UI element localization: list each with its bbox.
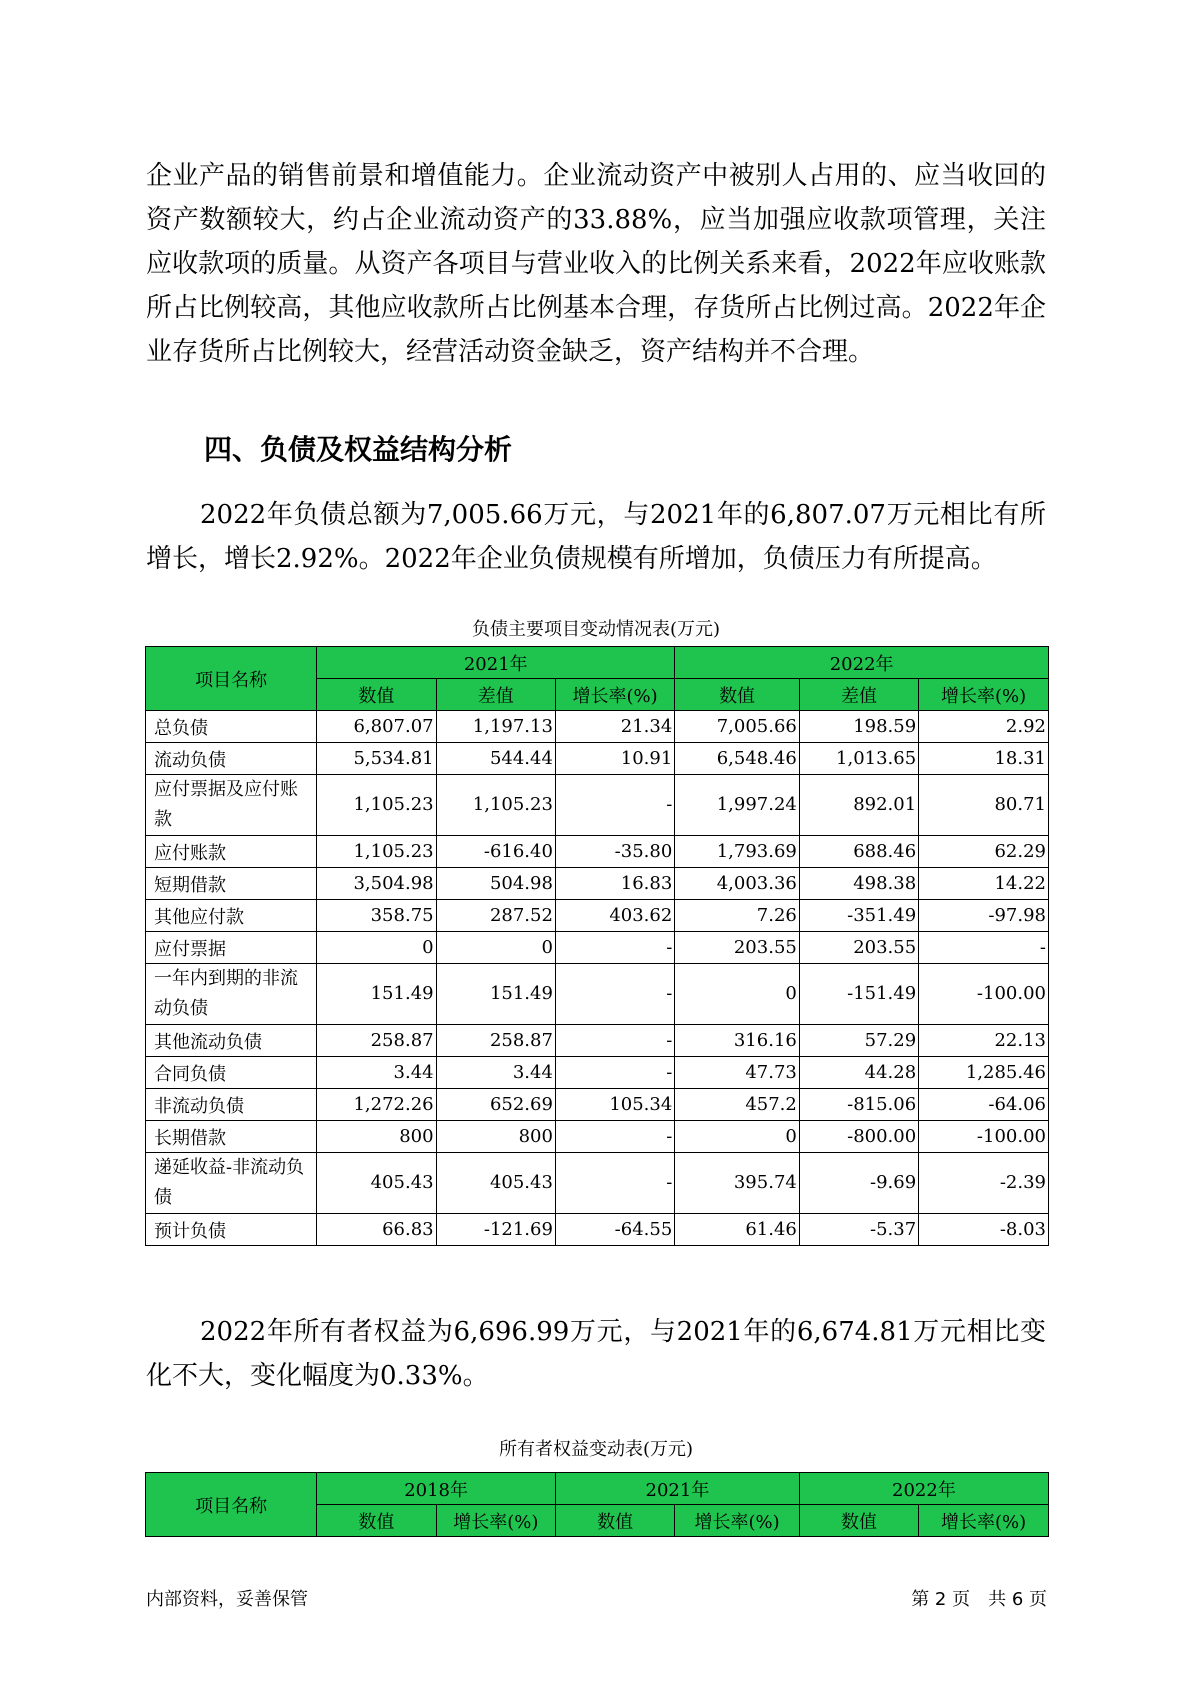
- cell-value-2021: 3,504.98: [317, 868, 436, 900]
- cell-value-2022: 203.55: [675, 932, 800, 964]
- header-growth: 增长率(%): [675, 1505, 800, 1537]
- cell-diff-2022: -351.49: [799, 900, 918, 932]
- row-item-name: 一年内到期的非流动负债: [146, 964, 317, 1025]
- cell-diff-2022: -9.69: [799, 1153, 918, 1214]
- cell-value-2022: 47.73: [675, 1057, 800, 1089]
- header-year-2022: 2022年: [675, 647, 1049, 679]
- table-caption: 所有者权益变动表(万元): [498, 1439, 694, 1460]
- cell-diff-2022: -151.49: [799, 964, 918, 1025]
- row-item-name: 应付票据及应付账款: [146, 775, 317, 836]
- table-row: [146, 1057, 1049, 1089]
- cell-diff-2021: 652.69: [436, 1089, 555, 1121]
- row-item-name: 递延收益-非流动负债: [146, 1153, 317, 1214]
- cell-diff-2022: 57.29: [799, 1025, 918, 1057]
- table-row: [146, 1214, 1049, 1246]
- cell-growth-2021: 21.34: [555, 711, 674, 743]
- cell-value-2021: 1,105.23: [317, 775, 436, 836]
- body-paragraph: 企业产品的销售前景和增值能力。企业流动资产中被别人占用的、应当收回的资产数额较大，约占企业流动资产的33.88%，应当加强应收款项管理，关注应收款项的质量。从资产各项目与营业收入的比例关系来看，2022年应收账款所占比例较高，其他应收款所占比例基本合理，存货所占比例过高。2022年企业存货所占比例较大，经营活动资金缺乏，资产结构并不合理。: [146, 161, 1046, 367]
- body-paragraph: 2022年所有者权益为6,696.99万元，与2021年的6,674.81万元相比变化不大，变化幅度为0.33%。: [146, 1317, 1046, 1391]
- cell-value-2022: 395.74: [675, 1153, 800, 1214]
- body-paragraph: 2022年负债总额为7,005.66万元，与2021年的6,807.07万元相比有所增长，增长2.92%。2022年企业负债规模有所增加，负债压力有所提高。: [146, 500, 1046, 574]
- cell-growth-2022: -2.39: [919, 1153, 1049, 1214]
- cell-growth-2021: -64.55: [555, 1214, 674, 1246]
- header-value: 数值: [799, 1505, 918, 1537]
- header-value: 数值: [675, 679, 800, 711]
- footer-confidential: 内部资料，妥善保管: [146, 1589, 308, 1610]
- row-item-name: 总负债: [146, 711, 317, 743]
- cell-value-2022: 7,005.66: [675, 711, 800, 743]
- cell-value-2021: 151.49: [317, 964, 436, 1025]
- cell-growth-2022: 14.22: [919, 868, 1049, 900]
- cell-value-2021: 1,272.26: [317, 1089, 436, 1121]
- cell-diff-2021: 3.44: [436, 1057, 555, 1089]
- table-row: [146, 1121, 1049, 1153]
- cell-value-2021: 258.87: [317, 1025, 436, 1057]
- cell-growth-2022: -97.98: [919, 900, 1049, 932]
- liability-table: [145, 646, 1049, 1246]
- header-growth: 增长率(%): [555, 679, 674, 711]
- cell-growth-2022: 2.92: [919, 711, 1049, 743]
- header-growth: 增长率(%): [919, 679, 1049, 711]
- table-row: [146, 964, 1049, 1025]
- header-item-name: 项目名称: [146, 1473, 317, 1537]
- table-row: [146, 1153, 1049, 1214]
- cell-value-2021: 6,807.07: [317, 711, 436, 743]
- cell-diff-2022: -800.00: [799, 1121, 918, 1153]
- cell-diff-2021: 504.98: [436, 868, 555, 900]
- cell-diff-2021: 800: [436, 1121, 555, 1153]
- header-year-2021: 2021年: [317, 647, 675, 679]
- cell-growth-2021: -: [555, 775, 674, 836]
- cell-diff-2021: 1,197.13: [436, 711, 555, 743]
- header-value: 数值: [317, 1505, 436, 1537]
- cell-diff-2021: -616.40: [436, 836, 555, 868]
- row-item-name: 预计负债: [146, 1214, 317, 1246]
- table-row: [146, 836, 1049, 868]
- cell-value-2022: 316.16: [675, 1025, 800, 1057]
- table-row: [146, 900, 1049, 932]
- cell-value-2021: 358.75: [317, 900, 436, 932]
- cell-diff-2022: -5.37: [799, 1214, 918, 1246]
- header-growth: 增长率(%): [919, 1505, 1049, 1537]
- cell-growth-2021: -: [555, 1057, 674, 1089]
- cell-diff-2021: 258.87: [436, 1025, 555, 1057]
- header-year-2022: 2022年: [799, 1473, 1048, 1505]
- cell-diff-2022: 498.38: [799, 868, 918, 900]
- row-item-name: 合同负债: [146, 1057, 317, 1089]
- cell-diff-2021: 287.52: [436, 900, 555, 932]
- cell-value-2022: 61.46: [675, 1214, 800, 1246]
- cell-growth-2021: -35.80: [555, 836, 674, 868]
- cell-value-2022: 0: [675, 964, 800, 1025]
- cell-growth-2021: 403.62: [555, 900, 674, 932]
- header-year-2018: 2018年: [317, 1473, 556, 1505]
- footer-page-number: 第 2 页 共 6 页: [911, 1589, 1047, 1610]
- row-item-name: 其他流动负债: [146, 1025, 317, 1057]
- row-item-name: 其他应付款: [146, 900, 317, 932]
- cell-growth-2022: 22.13: [919, 1025, 1049, 1057]
- row-item-name: 流动负债: [146, 743, 317, 775]
- header-growth: 增长率(%): [436, 1505, 555, 1537]
- cell-diff-2022: -815.06: [799, 1089, 918, 1121]
- row-item-name: 长期借款: [146, 1121, 317, 1153]
- header-diff: 差值: [436, 679, 555, 711]
- cell-growth-2021: -: [555, 1025, 674, 1057]
- cell-growth-2022: -100.00: [919, 964, 1049, 1025]
- cell-value-2022: 0: [675, 1121, 800, 1153]
- cell-growth-2021: -: [555, 1121, 674, 1153]
- table-row: [146, 775, 1049, 836]
- section-heading: 四、负债及权益结构分析: [204, 433, 513, 466]
- cell-value-2021: 66.83: [317, 1214, 436, 1246]
- cell-diff-2021: -121.69: [436, 1214, 555, 1246]
- cell-value-2022: 457.2: [675, 1089, 800, 1121]
- cell-growth-2021: -: [555, 932, 674, 964]
- cell-growth-2022: 18.31: [919, 743, 1049, 775]
- cell-value-2022: 4,003.36: [675, 868, 800, 900]
- cell-diff-2022: 892.01: [799, 775, 918, 836]
- cell-value-2021: 405.43: [317, 1153, 436, 1214]
- cell-growth-2022: -: [919, 932, 1049, 964]
- cell-diff-2022: 203.55: [799, 932, 918, 964]
- cell-value-2022: 1,997.24: [675, 775, 800, 836]
- cell-growth-2022: 62.29: [919, 836, 1049, 868]
- cell-diff-2021: 0: [436, 932, 555, 964]
- cell-diff-2022: 1,013.65: [799, 743, 918, 775]
- table-row: [146, 1025, 1049, 1057]
- cell-growth-2022: -64.06: [919, 1089, 1049, 1121]
- cell-value-2021: 0: [317, 932, 436, 964]
- table-row: [146, 868, 1049, 900]
- cell-value-2022: 1,793.69: [675, 836, 800, 868]
- header-value: 数值: [317, 679, 436, 711]
- equity-table: [145, 1472, 1049, 1537]
- header-year-2021: 2021年: [555, 1473, 799, 1505]
- cell-growth-2022: 80.71: [919, 775, 1049, 836]
- cell-growth-2021: -: [555, 1153, 674, 1214]
- cell-diff-2022: 44.28: [799, 1057, 918, 1089]
- cell-diff-2021: 1,105.23: [436, 775, 555, 836]
- cell-value-2022: 7.26: [675, 900, 800, 932]
- cell-growth-2022: -100.00: [919, 1121, 1049, 1153]
- table-row: [146, 1089, 1049, 1121]
- cell-growth-2022: -8.03: [919, 1214, 1049, 1246]
- header-value: 数值: [555, 1505, 674, 1537]
- cell-growth-2021: 105.34: [555, 1089, 674, 1121]
- cell-diff-2021: 151.49: [436, 964, 555, 1025]
- table-caption: 负债主要项目变动情况表(万元): [471, 619, 721, 640]
- cell-growth-2022: 1,285.46: [919, 1057, 1049, 1089]
- cell-diff-2022: 198.59: [799, 711, 918, 743]
- cell-growth-2021: -: [555, 964, 674, 1025]
- row-item-name: 应付票据: [146, 932, 317, 964]
- table-row: [146, 711, 1049, 743]
- cell-value-2021: 1,105.23: [317, 836, 436, 868]
- row-item-name: 非流动负债: [146, 1089, 317, 1121]
- header-item-name: 项目名称: [146, 647, 317, 711]
- row-item-name: 短期借款: [146, 868, 317, 900]
- row-item-name: 应付账款: [146, 836, 317, 868]
- cell-growth-2021: 16.83: [555, 868, 674, 900]
- table-row: [146, 743, 1049, 775]
- header-diff: 差值: [799, 679, 918, 711]
- cell-value-2022: 6,548.46: [675, 743, 800, 775]
- cell-value-2021: 800: [317, 1121, 436, 1153]
- cell-diff-2022: 688.46: [799, 836, 918, 868]
- cell-growth-2021: 10.91: [555, 743, 674, 775]
- cell-value-2021: 3.44: [317, 1057, 436, 1089]
- table-row: [146, 932, 1049, 964]
- cell-diff-2021: 544.44: [436, 743, 555, 775]
- cell-value-2021: 5,534.81: [317, 743, 436, 775]
- cell-diff-2021: 405.43: [436, 1153, 555, 1214]
